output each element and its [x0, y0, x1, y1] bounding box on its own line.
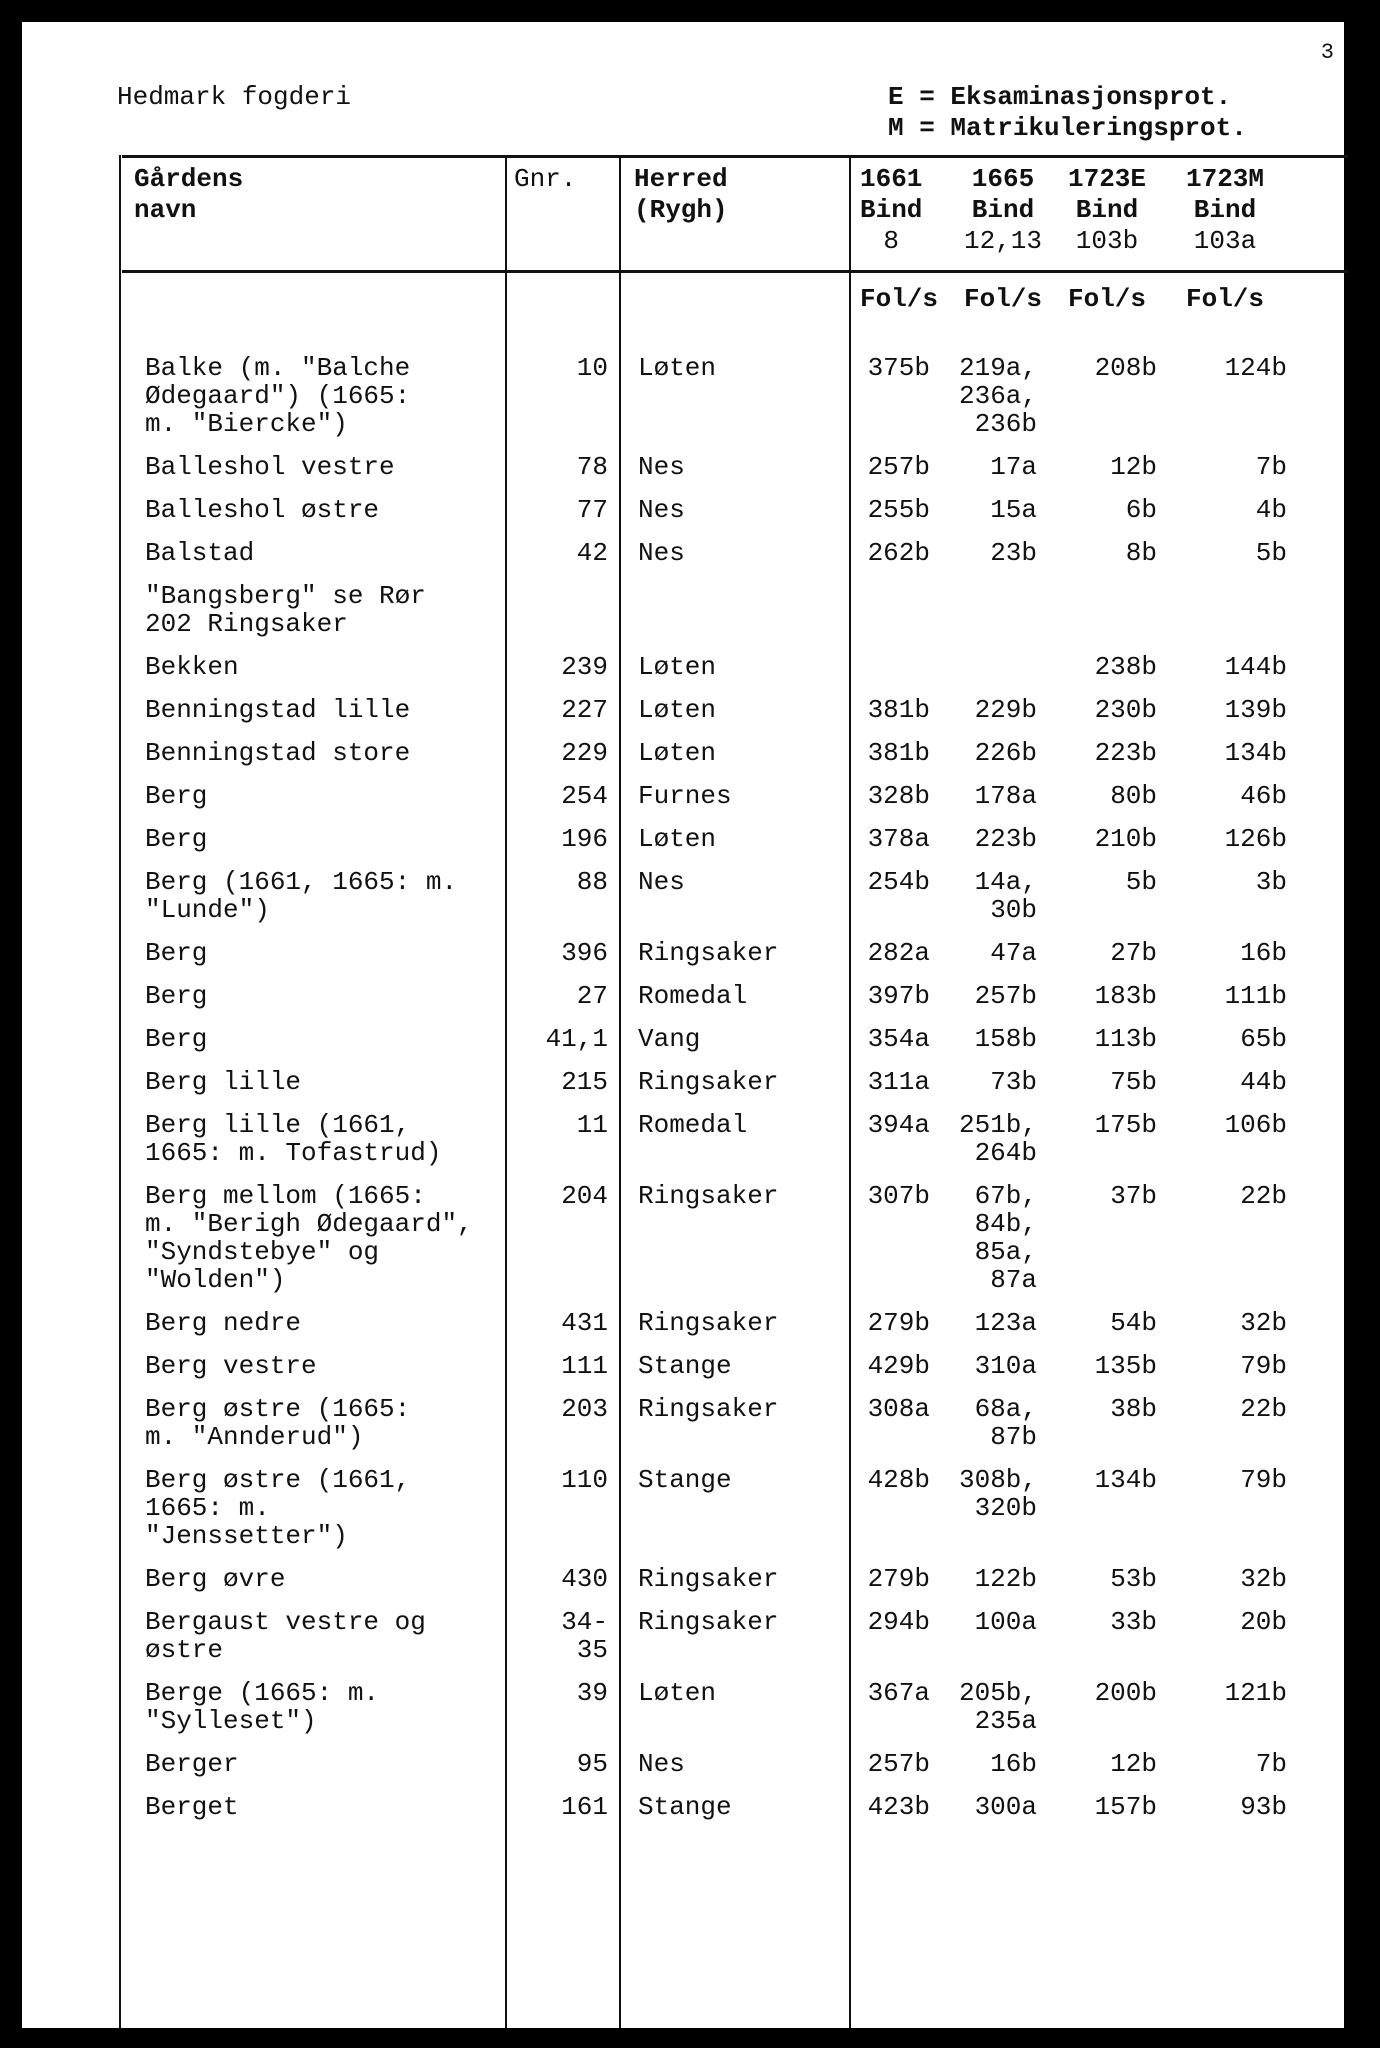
cell-gnr: 430 — [561, 1564, 608, 1594]
cell-gnr: 196 — [561, 824, 608, 854]
legend — [888, 82, 1247, 144]
cell-gnr: 95 — [576, 1749, 608, 1779]
cell-y1661: 308a — [867, 1394, 930, 1424]
cell-y1665: 15a — [990, 495, 1037, 525]
cell-herred: Løten — [638, 652, 717, 682]
cell-y1723e: 80b — [1110, 781, 1157, 811]
header-year-1661: 1661 Bind 8 — [860, 164, 923, 256]
cell-y1723m: 93b — [1240, 1792, 1287, 1822]
document-page — [22, 22, 1344, 2028]
cell-name: Benningstad lille — [145, 695, 411, 725]
cell-name: Berg østre (1661, 1665: m. "Jenssetter") — [145, 1465, 411, 1551]
cell-name: Berg — [145, 981, 208, 1011]
legend-e: E = Eksaminasjonsprot. — [888, 82, 1232, 112]
table-top-rule — [122, 155, 1348, 158]
cell-y1723m: 134b — [1224, 738, 1287, 768]
cell-name: Berg — [145, 1024, 208, 1054]
legend-m: M = Matrikuleringsprot. — [888, 113, 1247, 143]
cell-herred: Vang — [638, 1024, 701, 1054]
fol-1723m: Fol/s — [1186, 284, 1265, 314]
cell-gnr: 41,1 — [545, 1024, 608, 1054]
cell-y1723m: 16b — [1240, 938, 1287, 968]
cell-herred: Nes — [638, 495, 685, 525]
cell-y1723e: 37b — [1110, 1181, 1157, 1211]
cell-y1723e: 12b — [1110, 452, 1157, 482]
cell-name: Balleshol østre — [145, 495, 380, 525]
cell-y1665: 205b, 235a — [958, 1678, 1037, 1736]
cell-name: Benningstad store — [145, 738, 411, 768]
cell-y1723m: 7b — [1255, 452, 1287, 482]
cell-y1661: 378a — [867, 824, 930, 854]
cell-herred: Nes — [638, 538, 685, 568]
cell-y1661: 375b — [867, 353, 930, 383]
cell-y1723e: 53b — [1110, 1564, 1157, 1594]
cell-y1723m: 22b — [1240, 1394, 1287, 1424]
cell-name: Berget — [145, 1792, 239, 1822]
cell-y1723m: 126b — [1224, 824, 1287, 854]
cell-herred: Stange — [638, 1792, 732, 1822]
cell-y1723e: 8b — [1125, 538, 1157, 568]
cell-y1665: 100a — [974, 1607, 1037, 1637]
cell-y1723e: 54b — [1110, 1308, 1157, 1338]
cell-y1723m: 121b — [1224, 1678, 1287, 1708]
cell-y1723m: 144b — [1224, 652, 1287, 682]
cell-y1661: 394a — [867, 1110, 930, 1140]
cell-y1665: 14a, 30b — [974, 867, 1037, 925]
cell-gnr: 239 — [561, 652, 608, 682]
cell-y1723m: 7b — [1255, 1749, 1287, 1779]
cell-y1723e: 6b — [1125, 495, 1157, 525]
cell-y1723e: 223b — [1094, 738, 1157, 768]
cell-y1723e: 75b — [1110, 1067, 1157, 1097]
cell-y1723m: 32b — [1240, 1564, 1287, 1594]
cell-y1723e: 5b — [1125, 867, 1157, 897]
cell-name: Balke (m. "Balche Ødegaard") (1665: m. "Biercke") — [145, 353, 411, 439]
cell-y1723e: 238b — [1094, 652, 1157, 682]
cell-y1661: 381b — [867, 695, 930, 725]
cell-y1723e: 135b — [1094, 1351, 1157, 1381]
cell-name: Berg vestre — [145, 1351, 317, 1381]
cell-y1661: 282a — [867, 938, 930, 968]
cell-herred: Løten — [638, 1678, 717, 1708]
cell-y1665: 310a — [974, 1351, 1037, 1381]
cell-y1661: 397b — [867, 981, 930, 1011]
cell-gnr: 111 — [561, 1351, 608, 1381]
cell-herred: Furnes — [638, 781, 732, 811]
cell-gnr: 229 — [561, 738, 608, 768]
cell-y1723m: 44b — [1240, 1067, 1287, 1097]
cell-y1665: 300a — [974, 1792, 1037, 1822]
cell-name: Berg øvre — [145, 1564, 286, 1594]
header-bottom-rule — [122, 270, 1348, 273]
cell-y1723e: 175b — [1094, 1110, 1157, 1140]
cell-name: Berg nedre — [145, 1308, 302, 1338]
cell-y1661: 262b — [867, 538, 930, 568]
cell-name: Berger — [145, 1749, 239, 1779]
cell-herred: Ringsaker — [638, 1308, 779, 1338]
cell-y1723m: 4b — [1255, 495, 1287, 525]
cell-gnr: 42 — [576, 538, 608, 568]
cell-y1723e: 134b — [1094, 1465, 1157, 1495]
cell-y1723m: 79b — [1240, 1465, 1287, 1495]
cell-y1723m: 65b — [1240, 1024, 1287, 1054]
cell-herred: Løten — [638, 695, 717, 725]
cell-gnr: 77 — [576, 495, 608, 525]
cell-y1723m: 22b — [1240, 1181, 1287, 1211]
cell-herred: Ringsaker — [638, 1181, 779, 1211]
district-heading: Hedmark fogderi — [117, 82, 352, 112]
cell-y1723e: 183b — [1094, 981, 1157, 1011]
cell-y1665: 219a, 236a, 236b — [958, 353, 1037, 439]
cell-y1661: 255b — [867, 495, 930, 525]
cell-gnr: 110 — [561, 1465, 608, 1495]
cell-y1661: 354a — [867, 1024, 930, 1054]
fol-1665: Fol/s — [964, 284, 1043, 314]
cell-y1665: 47a — [990, 938, 1037, 968]
cell-y1661: 307b — [867, 1181, 930, 1211]
cell-y1661: 423b — [867, 1792, 930, 1822]
cell-y1665: 158b — [974, 1024, 1037, 1054]
cell-y1723m: 124b — [1224, 353, 1287, 383]
cell-herred: Nes — [638, 867, 685, 897]
cell-y1665: 223b — [974, 824, 1037, 854]
column-divider-herred — [619, 155, 621, 2028]
cell-y1723e: 38b — [1110, 1394, 1157, 1424]
cell-gnr: 11 — [576, 1110, 608, 1140]
cell-y1723e: 113b — [1094, 1024, 1157, 1054]
cell-name: Berg mellom (1665: m. "Berigh Ødegaard", "Syndstebye" og "Wolden") — [145, 1181, 473, 1295]
header-gnr: Gnr. — [514, 164, 577, 194]
cell-y1723e: 200b — [1094, 1678, 1157, 1708]
cell-gnr: 27 — [576, 981, 608, 1011]
header-year-1723e: 1723E Bind 103b — [1068, 164, 1147, 256]
cell-gnr: 203 — [561, 1394, 608, 1424]
cell-y1661: 381b — [867, 738, 930, 768]
cell-name: Berg — [145, 824, 208, 854]
cell-y1661: 279b — [867, 1564, 930, 1594]
cell-name: Berg — [145, 781, 208, 811]
cell-y1661: 367a — [867, 1678, 930, 1708]
cell-name: Bekken — [145, 652, 239, 682]
cell-herred: Ringsaker — [638, 1564, 779, 1594]
cell-y1665: 17a — [990, 452, 1037, 482]
cell-name: "Bangsberg" se Rør 202 Ringsaker — [145, 581, 426, 639]
page-number: 3 — [1320, 40, 1334, 65]
cell-y1665: 178a — [974, 781, 1037, 811]
cell-y1665: 226b — [974, 738, 1037, 768]
cell-name: Bergaust vestre og østre — [145, 1607, 426, 1665]
cell-herred: Stange — [638, 1465, 732, 1495]
cell-y1661: 328b — [867, 781, 930, 811]
cell-name: Berg lille (1661, 1665: m. Tofastrud) — [145, 1110, 442, 1168]
cell-y1665: 16b — [990, 1749, 1037, 1779]
header-year-1723m: 1723M Bind 103a — [1186, 164, 1265, 256]
cell-y1665: 123a — [974, 1308, 1037, 1338]
cell-y1661: 311a — [867, 1067, 930, 1097]
cell-herred: Ringsaker — [638, 938, 779, 968]
cell-herred: Ringsaker — [638, 1607, 779, 1637]
cell-gnr: 227 — [561, 695, 608, 725]
cell-y1661: 279b — [867, 1308, 930, 1338]
cell-gnr: 161 — [561, 1792, 608, 1822]
cell-y1723m: 79b — [1240, 1351, 1287, 1381]
header-name: Gårdens navn — [134, 164, 244, 225]
cell-y1723e: 210b — [1094, 824, 1157, 854]
cell-gnr: 88 — [576, 867, 608, 897]
cell-y1661: 429b — [867, 1351, 930, 1381]
cell-y1723e: 230b — [1094, 695, 1157, 725]
cell-herred: Stange — [638, 1351, 732, 1381]
cell-herred: Nes — [638, 452, 685, 482]
cell-y1661: 294b — [867, 1607, 930, 1637]
cell-herred: Ringsaker — [638, 1067, 779, 1097]
cell-y1723m: 5b — [1255, 538, 1287, 568]
cell-name: Balleshol vestre — [145, 452, 395, 482]
cell-herred: Ringsaker — [638, 1394, 779, 1424]
cell-gnr: 10 — [576, 353, 608, 383]
cell-gnr: 39 — [576, 1678, 608, 1708]
cell-gnr: 396 — [561, 938, 608, 968]
cell-y1723m: 139b — [1224, 695, 1287, 725]
cell-y1665: 308b, 320b — [958, 1465, 1037, 1523]
cell-herred: Løten — [638, 353, 717, 383]
cell-y1723e: 157b — [1094, 1792, 1157, 1822]
left-border — [119, 155, 121, 2028]
cell-y1665: 251b, 264b — [958, 1110, 1037, 1168]
cell-gnr: 78 — [576, 452, 608, 482]
cell-y1661: 257b — [867, 1749, 930, 1779]
cell-y1723e: 208b — [1094, 353, 1157, 383]
cell-herred: Nes — [638, 1749, 685, 1779]
cell-y1665: 257b — [974, 981, 1037, 1011]
cell-y1665: 23b — [990, 538, 1037, 568]
fol-1723e: Fol/s — [1068, 284, 1147, 314]
cell-name: Berge (1665: m. "Sylleset") — [145, 1678, 380, 1736]
cell-y1665: 229b — [974, 695, 1037, 725]
cell-gnr: 254 — [561, 781, 608, 811]
cell-y1723m: 32b — [1240, 1308, 1287, 1338]
cell-y1723m: 111b — [1224, 981, 1287, 1011]
cell-y1723e: 12b — [1110, 1749, 1157, 1779]
cell-herred: Løten — [638, 738, 717, 768]
cell-y1723m: 106b — [1224, 1110, 1287, 1140]
cell-herred: Romedal — [638, 981, 748, 1011]
cell-y1665: 122b — [974, 1564, 1037, 1594]
cell-y1723m: 46b — [1240, 781, 1287, 811]
cell-y1661: 428b — [867, 1465, 930, 1495]
cell-y1723m: 3b — [1255, 867, 1287, 897]
cell-y1723e: 33b — [1110, 1607, 1157, 1637]
cell-name: Berg østre (1665: m. "Annderud") — [145, 1394, 411, 1452]
cell-herred: Romedal — [638, 1110, 748, 1140]
cell-y1723m: 20b — [1240, 1607, 1287, 1637]
cell-name: Balstad — [145, 538, 255, 568]
cell-y1665: 68a, 87b — [974, 1394, 1037, 1452]
cell-gnr: 431 — [561, 1308, 608, 1338]
cell-name: Berg — [145, 938, 208, 968]
cell-name: Berg lille — [145, 1067, 302, 1097]
cell-gnr: 215 — [561, 1067, 608, 1097]
fol-1661: Fol/s — [860, 284, 939, 314]
cell-y1661: 257b — [867, 452, 930, 482]
cell-name: Berg (1661, 1665: m. "Lunde") — [145, 867, 458, 925]
cell-herred: Løten — [638, 824, 717, 854]
cell-gnr: 34- 35 — [561, 1607, 608, 1665]
cell-y1661: 254b — [867, 867, 930, 897]
cell-y1723e: 27b — [1110, 938, 1157, 968]
cell-gnr: 204 — [561, 1181, 608, 1211]
cell-y1665: 67b, 84b, 85a, 87a — [974, 1181, 1037, 1295]
header-year-1665: 1665 Bind 12,13 — [964, 164, 1043, 256]
header-herred: Herred (Rygh) — [634, 164, 728, 225]
cell-y1665: 73b — [990, 1067, 1037, 1097]
